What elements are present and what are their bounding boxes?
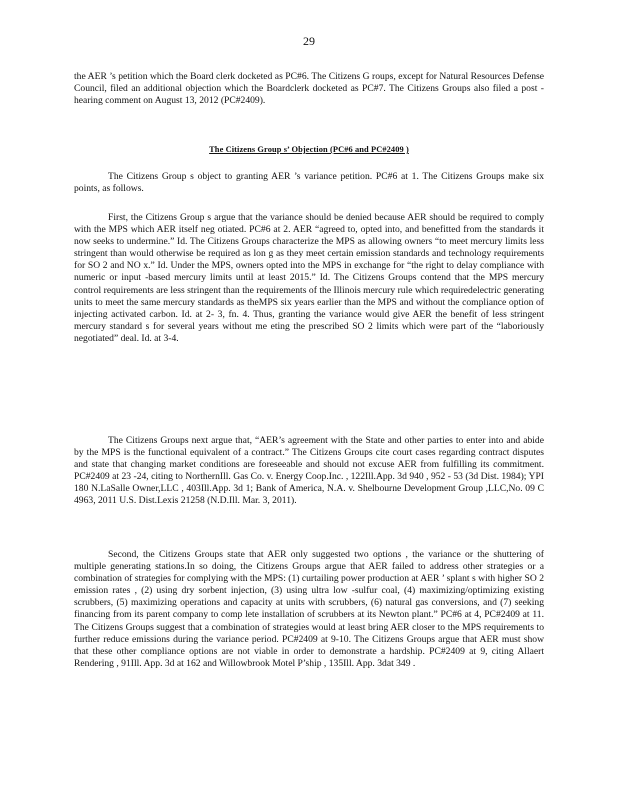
paragraph-intro: the AER ’s petition which the Board clerk docketed as PC#6. The Citizens G roups, except for Natural Resources Defense Council, filed an additional objection which the Boardclerk docketed as PC#7. The Citizens Groups also filed a post -hearing comment on August 13, 2012 (PC#2409). [74,71,544,107]
page-number: 29 [303,34,315,48]
paragraph-second-argument: Second, the Citizens Groups state that AER only suggested two options , the variance or the shuttering of multiple generating stations.In so doing, the Citizens Groups argue that AER failed to address other strategies or a combination of strategies for complying with the MPS: (1) curtailing power production at AER ’ splant s with higher SO 2 emission rates , (2) using dry sorbent injection, (3) using ultra low -sulfur coal, (4) maximizing/optimizing existing scrubbers, (5) maximizing operations and capacity at units with scrubbers, (6) natural gas conversions, and (7) seeking financing from its parent company to comp lete installation of scrubbers at its Newton plant.” PC#6 at 4, PC#2409 at 11. The Citizens Groups suggest that a combination of strategies would at least bring AER closer to the MPS requirements to further reduce emissions during the variance period. PC#2409 at 9-10. The Citizens Groups argue that AER must show that these other compliance options are not viable in order to demonstrate a hardship. PC#2409 at 9, citing Allaert Rendering , 91Ill. App. 3d at 162 and Willowbrook Motel P’ship , 135Ill. App. 3dat 349 . [74,549,544,669]
paragraph-objection-summary: The Citizens Group s object to granting AER ’s variance petition. PC#6 at 1. The Citizens Groups make six points, as follows. [74,171,544,195]
paragraph-contract-argument: The Citizens Groups next argue that, “AER’s agreement with the State and other parties to enter into and abide by the MPS is the functional equivalent of a contract.” The Citizens Groups cite court cases regarding contract disputes and state that changing market conditions are foreseeable and should not excuse AER from fulfilling its commitment. PC#2409 at 23 -24, citing to NorthernIll. Gas Co. v. Energy Coop.Inc. , 122Ill.App. 3d 940 , 952 - 53 (3d Dist. 1984); YPI 180 N.LaSalle Owner,LLC , 403Ill.App. 3d 1; Bank of America, N.A. v. Shelbourne Development Group ,LLC,No. 09 C 4963, 2011 U.S. Dist.Lexis 21258 (N.D.Ill. Mar. 3, 2011). [74,435,544,507]
paragraph-first-argument: First, the Citizens Group s argue that the variance should be denied because AER should be required to comply with the MPS which AER itself neg otiated. PC#6 at 2. AER “agreed to, opted into, and benefitted from the standards it now seeks to undermine.” Id. The Citizens Groups characterize the MPS as allowing owners “to meet mercury limits less stringent than would otherwise be required as lon g as they meet certain emission standards and technology requirements for SO 2 and NO x.” Id. Under the MPS, owners opted into the MPS in exchange for “the right to delay compliance with numeric or input -based mercury limits until at least 2015.” Id. The Citizens Groups contend that the MPS mercury control requirements are less stringent than the requirements of the Illinois mercury rule which requiredelectric generating units to meet the same mercury standards as theMPS six years earlier than the MPS and without the compliance option of injecting activated carbon. Id. at 2- 3, fn. 4. Thus, granting the variance would give AER the benefit of less stringent mercury standard s for several years without me eting the prescribed SO 2 limits which were part of the “laboriously negotiated” deal. Id. at 3-4. [74,212,544,344]
section-heading: The Citizens Group s’ Objection (PC#6 and PC#2409 ) [209,145,409,154]
